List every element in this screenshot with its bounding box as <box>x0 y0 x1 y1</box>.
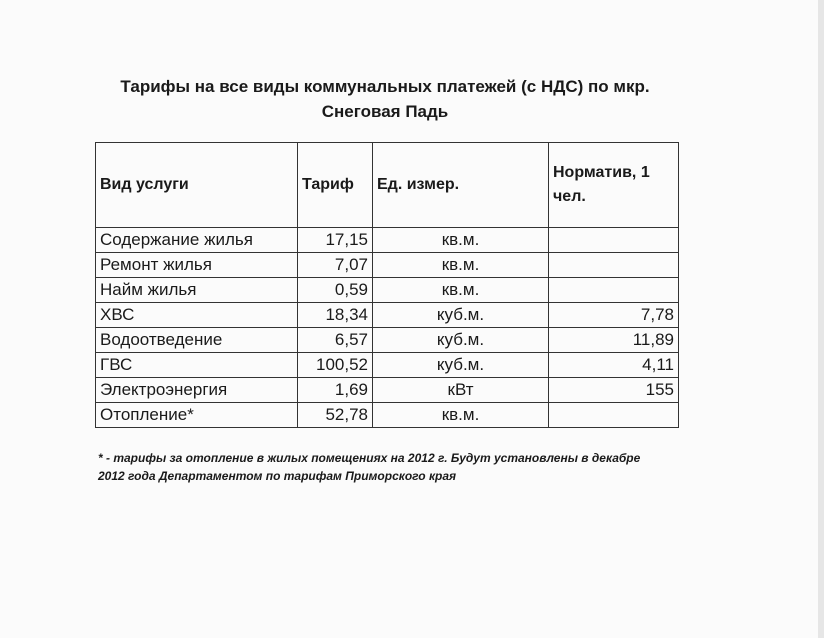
cell-norm: 11,89 <box>549 328 679 353</box>
cell-norm <box>549 253 679 278</box>
cell-service: Ремонт жилья <box>96 253 298 278</box>
header-tariff: Тариф <box>298 143 373 228</box>
page-title-line-1: Тарифы на все виды коммунальных платежей (с НДС) по мкр. <box>120 77 650 96</box>
table-row <box>96 328 679 353</box>
cell-unit: кВт <box>373 378 549 403</box>
cell-service: Электроэнергия <box>96 378 298 403</box>
table-row <box>96 378 679 403</box>
table-row <box>96 253 679 278</box>
cell-unit: куб.м. <box>373 353 549 378</box>
cell-unit: куб.м. <box>373 303 549 328</box>
cell-service: Водоотведение <box>96 328 298 353</box>
page-title-line-2: Снеговая Падь <box>321 102 449 121</box>
cell-tariff: 52,78 <box>298 403 373 428</box>
cell-service: ГВС <box>96 353 298 378</box>
cell-norm: 4,11 <box>549 353 679 378</box>
cell-tariff: 0,59 <box>298 278 373 303</box>
table-row <box>96 278 679 303</box>
cell-unit: кв.м. <box>373 228 549 253</box>
cell-unit: кв.м. <box>373 253 549 278</box>
header-norm: Норматив, 1 чел. <box>549 143 679 228</box>
cell-service: Отопление* <box>96 403 298 428</box>
cell-norm <box>549 228 679 253</box>
tariff-table <box>95 142 679 428</box>
table-header-row <box>96 143 679 228</box>
cell-unit: кв.м. <box>373 403 549 428</box>
cell-norm: 155 <box>549 378 679 403</box>
cell-norm <box>549 403 679 428</box>
cell-tariff: 17,15 <box>298 228 373 253</box>
cell-unit: куб.м. <box>373 328 549 353</box>
cell-tariff: 7,07 <box>298 253 373 278</box>
cell-service: Содержание жилья <box>96 228 298 253</box>
footnote-line-2: 2012 года Департаментом по тарифам Приморского края <box>98 469 457 483</box>
cell-tariff: 1,69 <box>298 378 373 403</box>
table-row <box>96 353 679 378</box>
footnote <box>98 449 698 485</box>
cell-unit: кв.м. <box>373 278 549 303</box>
cell-tariff: 6,57 <box>298 328 373 353</box>
cell-tariff: 100,52 <box>298 353 373 378</box>
footnote-line-1: * - тарифы за отопление в жилых помещениях на 2012 г. Будут установлены в декабре <box>98 451 641 465</box>
cell-tariff: 18,34 <box>298 303 373 328</box>
table-row <box>96 403 679 428</box>
scan-edge <box>818 0 824 638</box>
cell-service: Найм жилья <box>96 278 298 303</box>
cell-service: ХВС <box>96 303 298 328</box>
table-row <box>96 228 679 253</box>
cell-norm <box>549 278 679 303</box>
header-service: Вид услуги <box>96 143 298 228</box>
cell-norm: 7,78 <box>549 303 679 328</box>
header-unit: Ед. измер. <box>373 143 549 228</box>
table-row <box>96 303 679 328</box>
